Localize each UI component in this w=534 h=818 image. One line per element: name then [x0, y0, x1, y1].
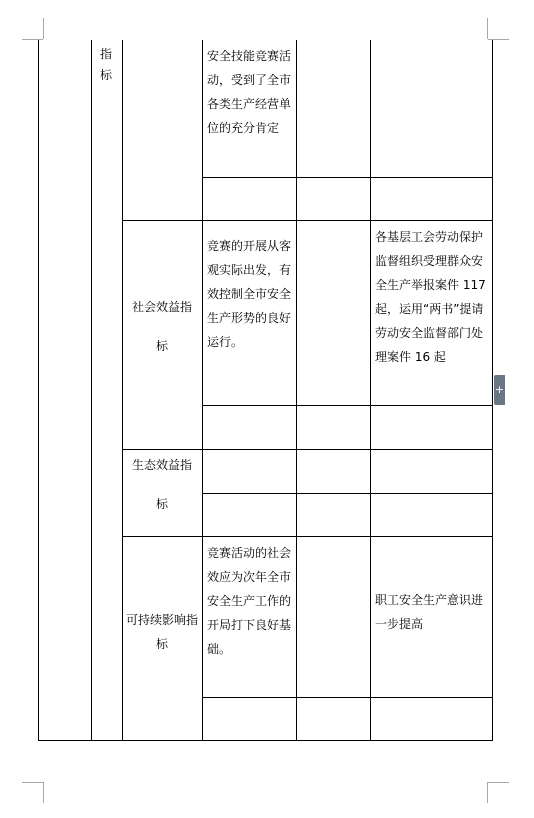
cell-description: 竞赛活动的社会效应为次年全市安全生产工作的开局打下良好基础。 [207, 546, 292, 656]
row-divider [122, 220, 493, 221]
row-divider [202, 405, 493, 406]
cell-subcategory: 生态效益指标 [131, 458, 192, 511]
row-divider [202, 177, 493, 178]
crop-mark-bottom-left-v [43, 782, 44, 803]
table-col-divider-1 [91, 40, 92, 741]
crop-mark-top-right-v [487, 18, 488, 39]
crop-mark-top-left-v [43, 18, 44, 39]
row-divider [202, 493, 493, 494]
table-col-divider-5 [370, 40, 371, 741]
table-border-bottom [38, 740, 493, 741]
crop-mark-bottom-right-v [487, 782, 488, 803]
cell-subcategory: 可持续影响指标 [126, 613, 199, 651]
row-divider [122, 536, 493, 537]
crop-mark-bottom-left-h [22, 782, 43, 783]
cell-subcategory: 社会效益指标 [131, 300, 192, 353]
table-border-right [492, 40, 493, 741]
crop-mark-bottom-right-h [488, 782, 509, 783]
table-col-divider-3 [202, 40, 203, 741]
cell-note: 各基层工会劳动保护监督组织受理群众安全生产举报案件 117 起，运用“两书”提请劳动安全监督部门处理案件 16 起 [375, 230, 486, 364]
table-col-divider-2 [122, 40, 123, 741]
cell-description: 竞赛的开展从客观实际出发，有效控制全市安全生产形势的良好运行。 [207, 239, 292, 349]
plus-icon[interactable]: + [494, 375, 505, 405]
indicator-label: 指标 [99, 47, 112, 82]
row-divider [202, 697, 493, 698]
table-border-left [38, 40, 39, 741]
cell-description: 安全技能竞赛活动，受到了全市各类生产经营单位的充分肯定 [207, 49, 292, 135]
table-col-divider-4 [296, 40, 297, 741]
crop-mark-top-left-h [22, 39, 43, 40]
cell-note: 职工安全生产意识进一步提高 [375, 593, 484, 631]
